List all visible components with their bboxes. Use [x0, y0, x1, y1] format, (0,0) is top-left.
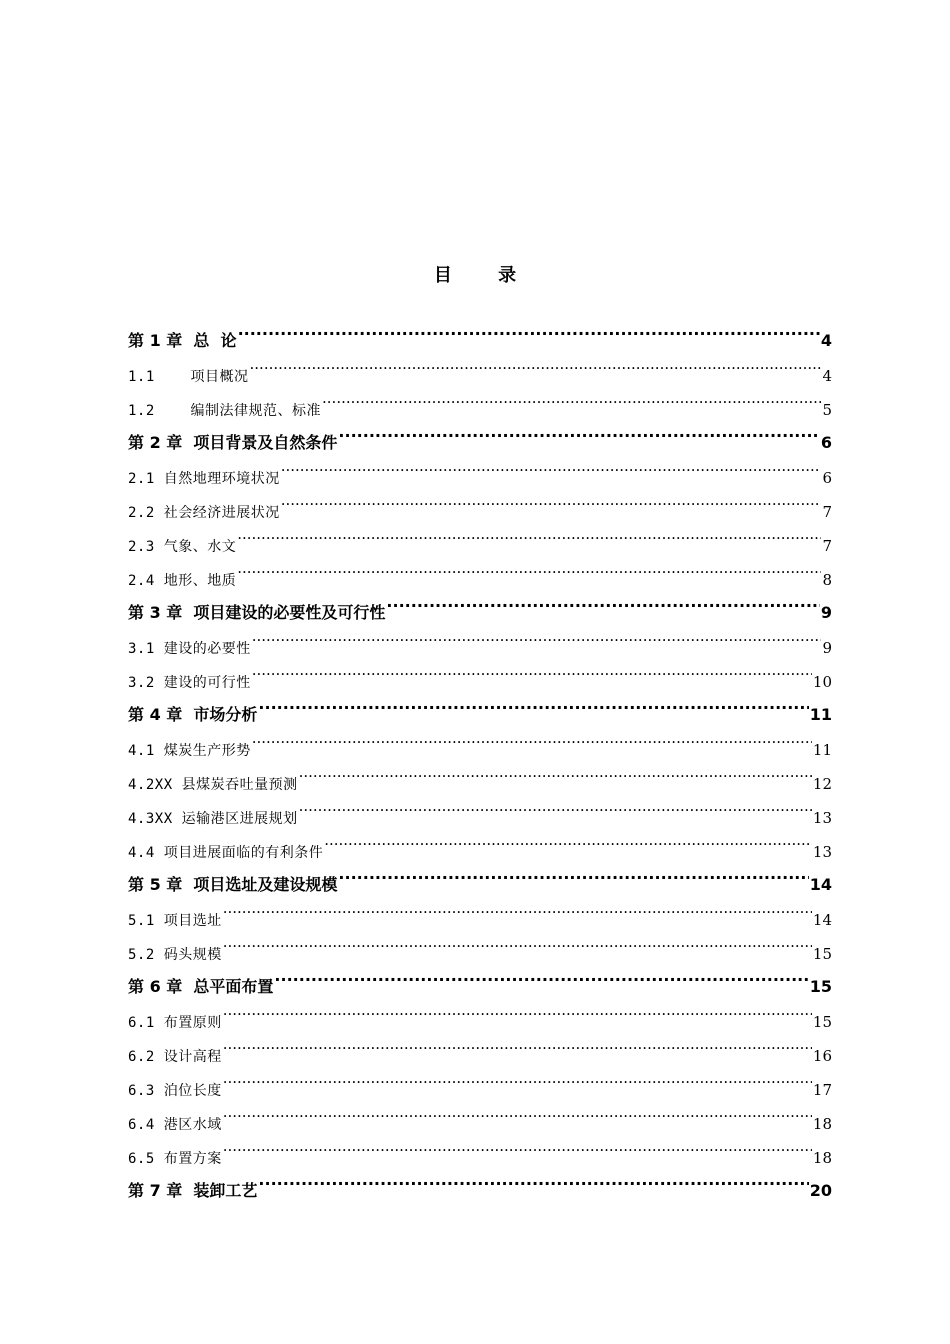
toc-entry-section-4-1[interactable]: [128, 733, 832, 767]
toc-entry-section-2-4[interactable]: [128, 563, 832, 597]
toc-entry-page: 5: [822, 401, 832, 419]
dot-leader: [252, 638, 822, 653]
toc-entry-section-4-2[interactable]: [128, 767, 832, 801]
dot-leader: [238, 330, 820, 346]
toc-entry-chapter-3[interactable]: [128, 597, 832, 631]
dot-leader: [223, 1148, 812, 1163]
toc-entry-page: 10: [812, 673, 832, 691]
toc-entry-label: 2.2 社会经济进展状况: [128, 505, 280, 521]
toc-entry-label: 3.1 建设的必要性: [128, 641, 251, 657]
dot-leader: [299, 774, 812, 789]
toc-entry-page: 15: [809, 977, 832, 996]
toc-entry-section-6-3[interactable]: [128, 1073, 832, 1107]
toc-entry-chapter-6[interactable]: [128, 971, 832, 1005]
toc-entry-label: 6.5 布置方案: [128, 1151, 222, 1167]
toc-entry-section-3-2[interactable]: [128, 665, 832, 699]
toc-entry-label: 5.2 码头规模: [128, 947, 222, 963]
dot-leader: [237, 536, 821, 551]
toc-entry-page: 9: [820, 603, 832, 622]
dot-leader: [281, 502, 822, 517]
toc-entry-page: 20: [809, 1181, 832, 1200]
toc-entry-page: 16: [812, 1047, 832, 1065]
dot-leader: [281, 468, 822, 483]
dot-leader: [223, 1114, 812, 1129]
toc-entry-chapter-4[interactable]: [128, 699, 832, 733]
toc-entry-section-1-1[interactable]: [128, 359, 832, 393]
toc-entry-chapter-5[interactable]: [128, 869, 832, 903]
toc-entry-section-4-4[interactable]: [128, 835, 832, 869]
toc-entry-page: 11: [809, 705, 832, 724]
toc-entry-page: 7: [822, 537, 832, 555]
toc-entry-label: 4.3XX 运输港区进展规划: [128, 811, 298, 827]
toc-entry-label: 4.2XX 县煤炭吞吐量预测: [128, 777, 298, 793]
toc-entry-section-1-2[interactable]: [128, 393, 832, 427]
dot-leader: [299, 808, 812, 823]
dot-leader: [223, 1012, 812, 1027]
toc-entry-label: 第 6 章 总平面布置: [128, 977, 274, 996]
dot-leader: [223, 1080, 812, 1095]
toc-entry-page: 18: [812, 1115, 832, 1133]
dot-leader: [252, 740, 812, 755]
toc-entry-label: 2.4 地形、地质: [128, 573, 237, 589]
toc-entry-page: 6: [820, 433, 832, 452]
dot-leader: [250, 366, 822, 381]
toc-entry-chapter-7[interactable]: [128, 1175, 832, 1209]
toc-entry-page: 4: [820, 331, 832, 350]
toc-entry-page: 7: [822, 503, 832, 521]
toc-title: 目 录: [433, 265, 537, 286]
toc-entry-page: 13: [812, 809, 832, 827]
dot-leader: [237, 570, 821, 585]
dot-leader: [223, 910, 812, 925]
toc-entry-section-2-3[interactable]: [128, 529, 832, 563]
toc-entry-section-5-1[interactable]: [128, 903, 832, 937]
toc-entry-label: 第 4 章 市场分析: [128, 705, 258, 724]
dot-leader: [274, 976, 808, 992]
dot-leader: [258, 704, 808, 720]
toc-entry-label: 1.2 编制法律规范、标准: [128, 403, 322, 419]
toc-entry-page: 13: [812, 843, 832, 861]
toc-entry-section-6-5[interactable]: [128, 1141, 832, 1175]
table-of-contents: [128, 325, 832, 1209]
toc-entry-page: 8: [822, 571, 832, 589]
toc-entry-label: 6.2 设计高程: [128, 1049, 222, 1065]
toc-entry-label: 2.3 气象、水文: [128, 539, 237, 555]
dot-leader: [258, 1180, 808, 1196]
dot-leader: [338, 432, 819, 448]
toc-entry-page: 14: [812, 911, 832, 929]
dot-leader: [223, 944, 812, 959]
toc-entry-section-6-2[interactable]: [128, 1039, 832, 1073]
toc-entry-page: 4: [822, 367, 832, 385]
dot-leader: [338, 874, 808, 890]
toc-entry-label: 6.1 布置原则: [128, 1015, 222, 1031]
toc-entry-label: 第 1 章 总 论: [128, 331, 237, 350]
toc-entry-page: 12: [812, 775, 832, 793]
toc-entry-label: 第 2 章 项目背景及自然条件: [128, 433, 338, 452]
toc-entry-section-2-2[interactable]: [128, 495, 832, 529]
dot-leader: [223, 1046, 812, 1061]
toc-entry-page: 6: [822, 469, 832, 487]
toc-entry-section-6-1[interactable]: [128, 1005, 832, 1039]
toc-entry-page: 11: [812, 741, 832, 759]
toc-entry-section-4-3[interactable]: [128, 801, 832, 835]
toc-entry-label: 第 7 章 装卸工艺: [128, 1181, 258, 1200]
toc-entry-chapter-2[interactable]: [128, 427, 832, 461]
toc-entry-label: 5.1 项目选址: [128, 913, 222, 929]
toc-entry-page: 18: [812, 1149, 832, 1167]
toc-entry-label: 第 3 章 项目建设的必要性及可行性: [128, 603, 386, 622]
toc-entry-page: 14: [809, 875, 832, 894]
dot-leader: [322, 400, 821, 415]
toc-entry-section-2-1[interactable]: [128, 461, 832, 495]
toc-entry-page: 17: [812, 1081, 832, 1099]
toc-entry-section-6-4[interactable]: [128, 1107, 832, 1141]
toc-entry-chapter-1[interactable]: [128, 325, 832, 359]
dot-leader: [252, 672, 812, 687]
toc-entry-section-5-2[interactable]: [128, 937, 832, 971]
toc-entry-section-3-1[interactable]: [128, 631, 832, 665]
toc-entry-label: 4.4 项目进展面临的有利条件: [128, 845, 324, 861]
toc-entry-label: 第 5 章 项目选址及建设规模: [128, 875, 338, 894]
toc-entry-page: 15: [812, 945, 832, 963]
toc-entry-label: 1.1 项目概况: [128, 369, 249, 385]
dot-leader: [386, 602, 819, 618]
toc-entry-label: 3.2 建设的可行性: [128, 675, 251, 691]
toc-entry-page: 15: [812, 1013, 832, 1031]
toc-entry-label: 4.1 煤炭生产形势: [128, 743, 251, 759]
toc-entry-label: 6.3 泊位长度: [128, 1083, 222, 1099]
toc-entry-label: 6.4 港区水域: [128, 1117, 222, 1133]
dot-leader: [324, 842, 812, 857]
toc-entry-label: 2.1 自然地理环境状况: [128, 471, 280, 487]
toc-entry-page: 9: [822, 639, 832, 657]
